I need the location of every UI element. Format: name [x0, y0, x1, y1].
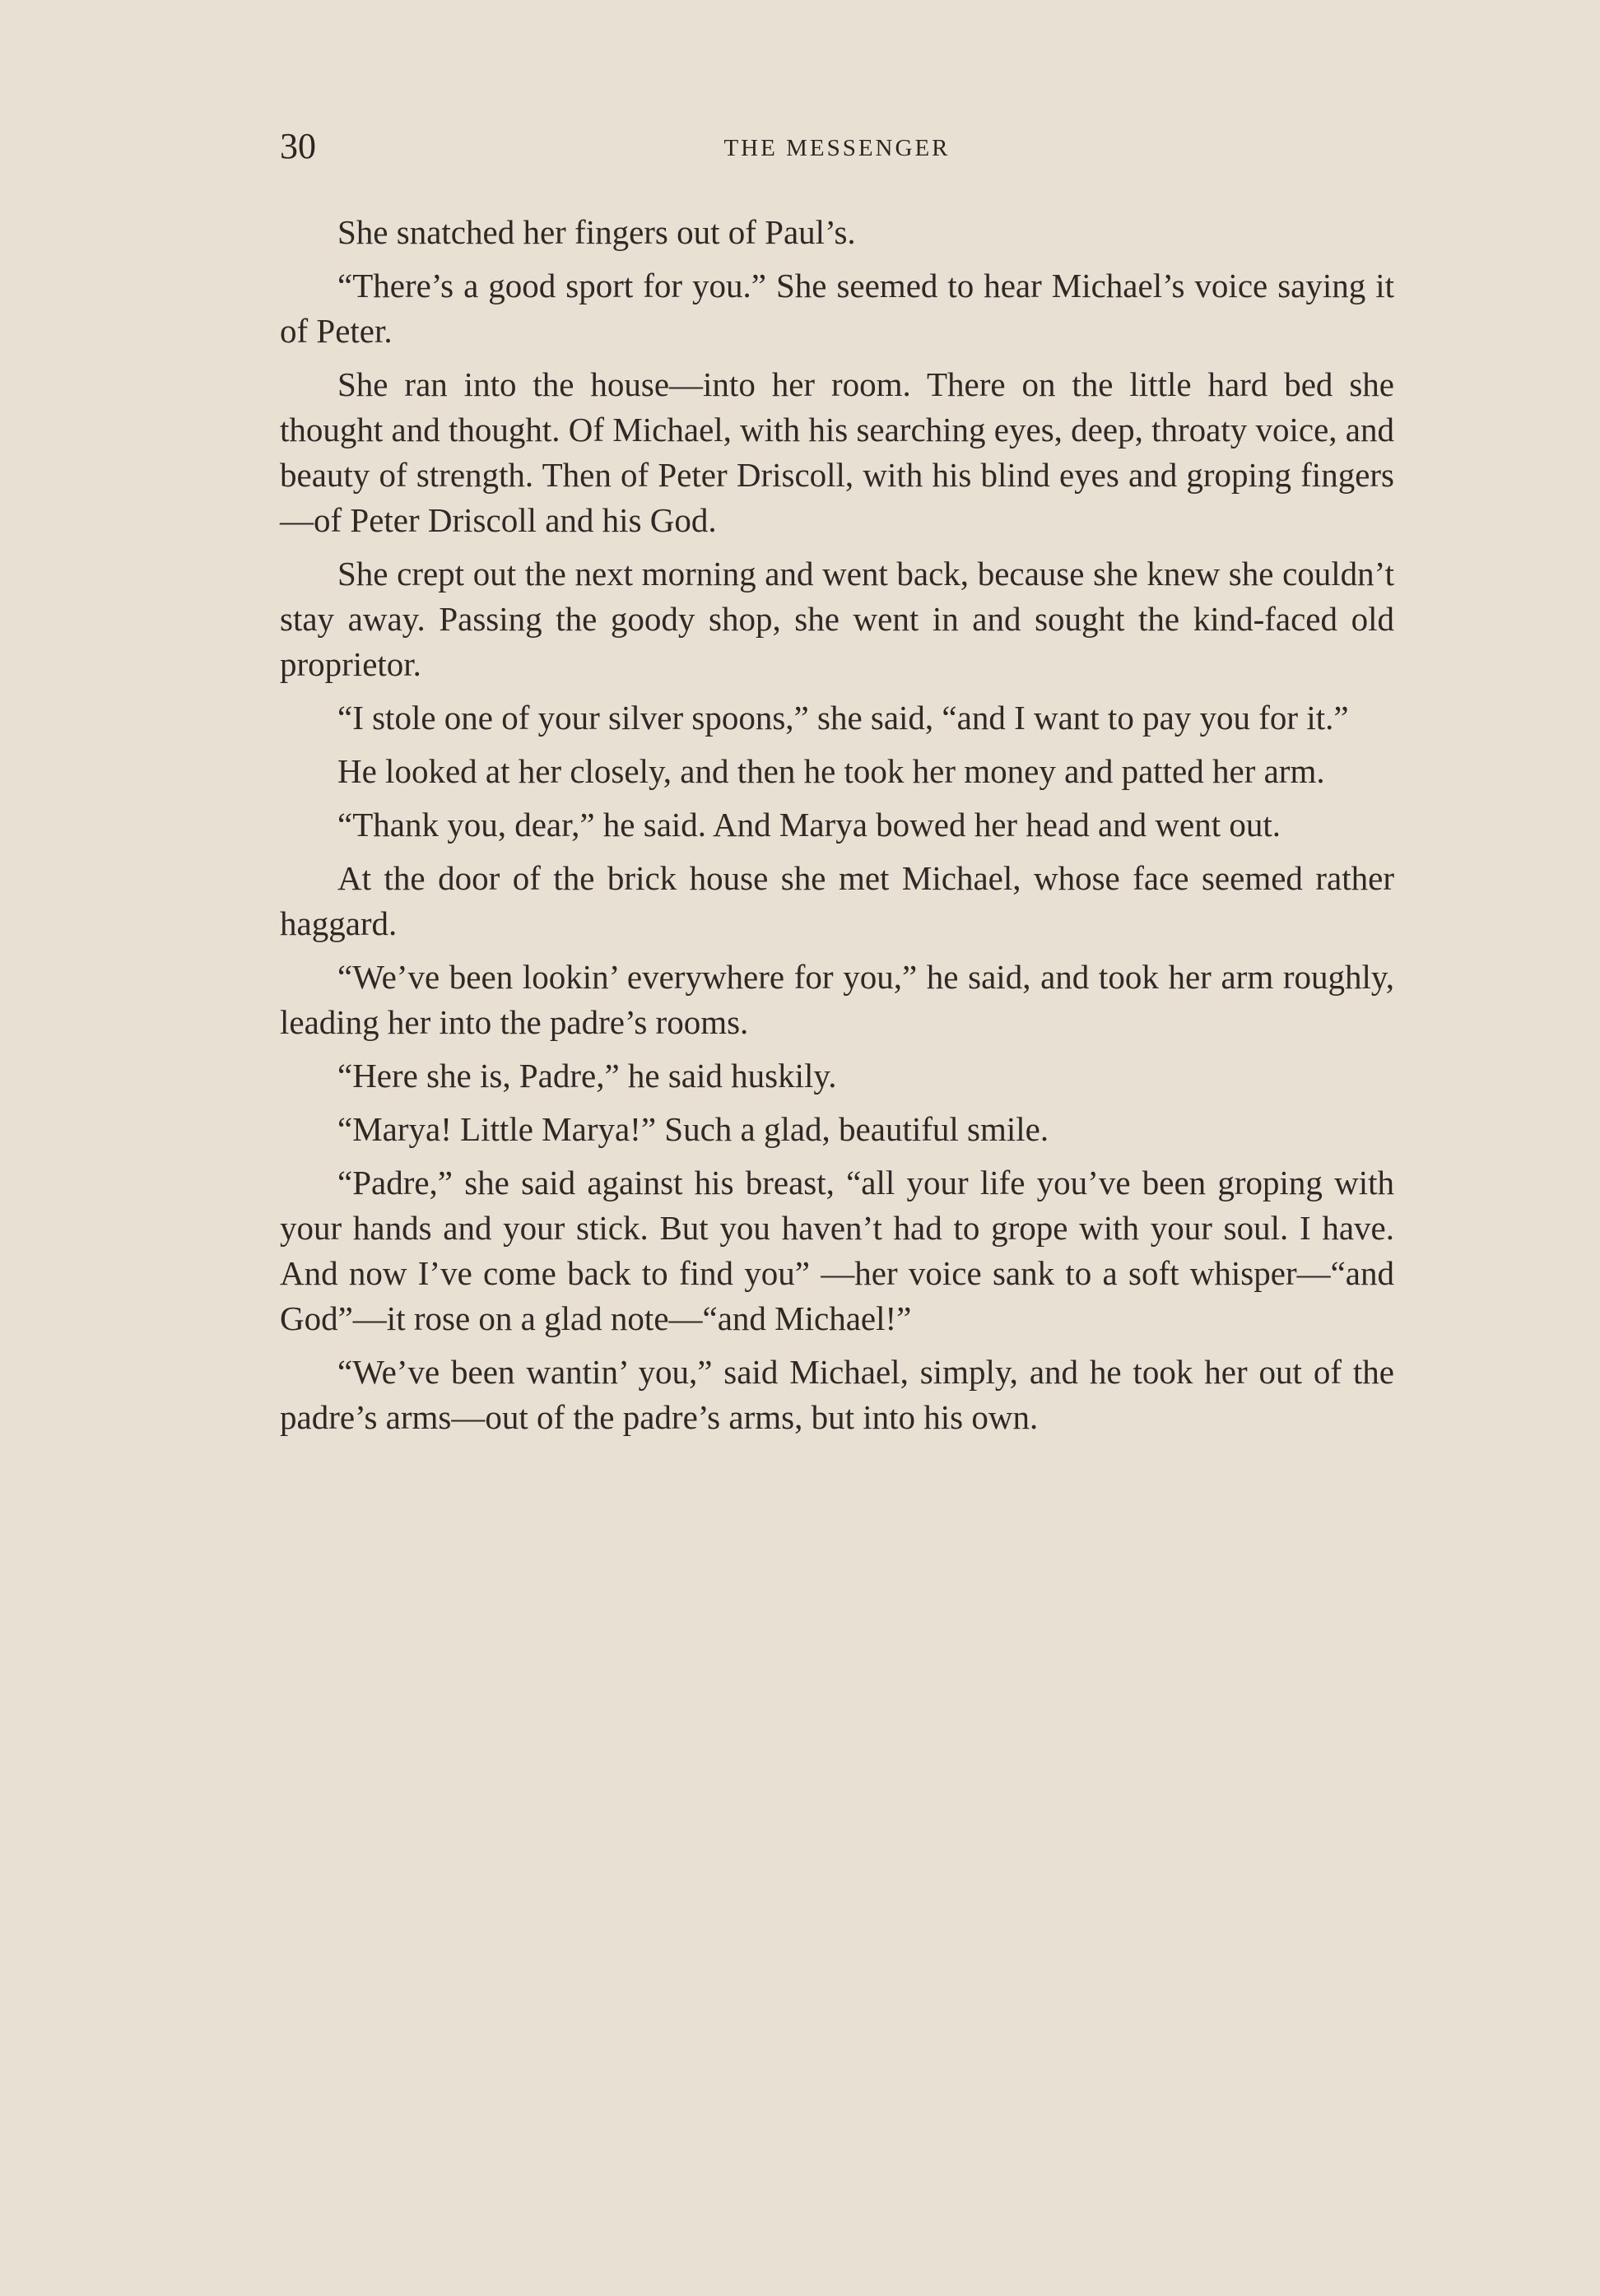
paragraph: She crept out the next morning and went back, because she knew she couldn’t stay away. Passing the goody shop, she went in and sought the kind-faced old proprietor.	[280, 555, 1394, 683]
running-head: THE MESSENGER	[723, 135, 951, 161]
paragraph: He looked at her closely, and then he took her money and patted her arm.	[337, 752, 1325, 790]
page-number: 30	[280, 126, 316, 166]
paragraph: “We’ve been wantin’ you,” said Michael, simply, and he took her out of the padre’s arms—out of the padre’s arms, but into his own.	[280, 1353, 1394, 1436]
paragraph: At the door of the brick house she met Michael, whose face seemed rather haggard.	[280, 859, 1394, 942]
paragraph: “I stole one of your silver spoons,” she said, “and I want to pay you for it.”	[337, 699, 1349, 737]
paragraph: “Thank you, dear,” he said. And Marya bowed her head and went out.	[337, 806, 1281, 844]
paragraph: “Here she is, Padre,” he said huskily.	[337, 1057, 837, 1095]
paragraph: “We’ve been lookin’ everywhere for you,” he said, and took her arm roughly, leading her into the padre’s rooms.	[280, 958, 1394, 1041]
paragraph: She ran into the house—into her room. There on the little hard bed she thought and thought. Of Michael, with his searching eyes, deep, throaty voice, and beauty of strength. Then of Peter Driscoll, with his blind eyes and groping fingers—of Peter Driscoll and his God.	[280, 365, 1394, 539]
body-text	[280, 210, 1394, 1448]
paragraph: “Marya! Little Marya!” Such a glad, beautiful smile.	[337, 1110, 1049, 1148]
paragraph: “Padre,” she said against his breast, “all your life you’ve been groping with your hands and your stick. But you haven’t had to grope with your soul. I have. And now I’ve come back to find you” —her voice sank to a soft whisper—“and God”—it rose on a glad note—“and Michael!”	[280, 1164, 1394, 1337]
page-header	[280, 123, 1394, 173]
paragraph: She snatched her fingers out of Paul’s.	[337, 213, 856, 251]
paragraph: “There’s a good sport for you.” She seemed to hear Michael’s voice saying it of Peter.	[280, 267, 1394, 350]
